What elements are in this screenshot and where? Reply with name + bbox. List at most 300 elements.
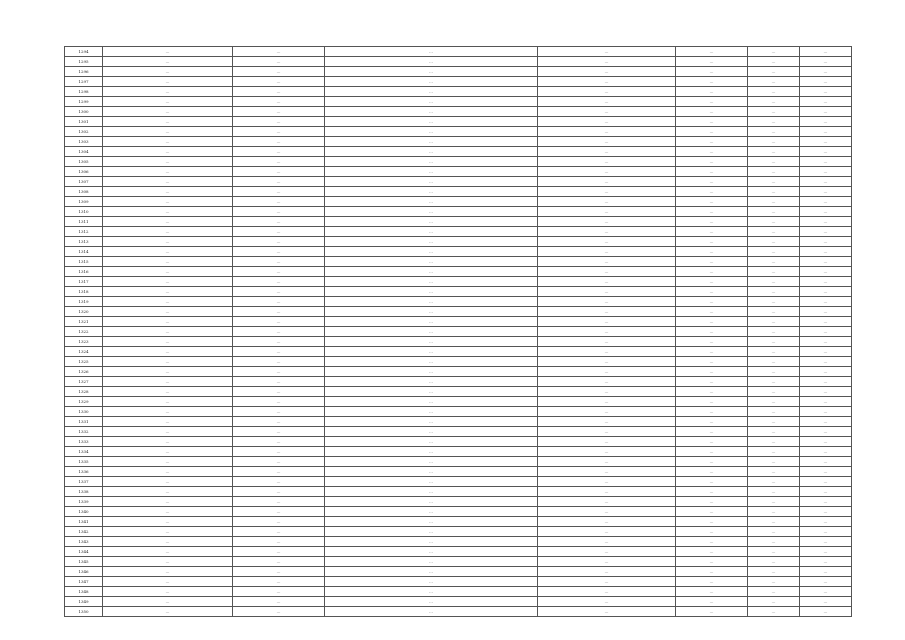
district-cell: …	[103, 177, 233, 187]
month-cell: …	[800, 87, 852, 97]
organization-cell: …	[676, 327, 748, 337]
address-cell: …	[538, 247, 676, 257]
table-row	[65, 257, 852, 267]
district-cell: …	[103, 327, 233, 337]
district-cell: …	[103, 447, 233, 457]
address-cell: …	[538, 267, 676, 277]
month-cell: …	[800, 77, 852, 87]
table-row	[65, 127, 852, 137]
year-cell: …	[748, 267, 800, 277]
district-cell: …	[103, 57, 233, 67]
table-row	[65, 157, 852, 167]
table-row	[65, 567, 852, 577]
organization-cell: …	[676, 87, 748, 97]
work-type-cell: …	[325, 467, 538, 477]
year-cell: …	[748, 297, 800, 307]
district-cell: …	[103, 107, 233, 117]
locality-cell: …	[233, 137, 325, 147]
address-cell: …	[538, 87, 676, 97]
month-cell: …	[800, 417, 852, 427]
district-cell: …	[103, 317, 233, 327]
work-type-cell: …	[325, 177, 538, 187]
organization-cell: …	[676, 297, 748, 307]
month-cell: …	[800, 97, 852, 107]
row-number-cell: 1299	[65, 97, 103, 107]
locality-cell: …	[233, 267, 325, 277]
work-type-cell: …	[325, 237, 538, 247]
month-cell: …	[800, 257, 852, 267]
row-number-cell: 1328	[65, 387, 103, 397]
address-cell: …	[538, 497, 676, 507]
organization-cell: …	[676, 357, 748, 367]
organization-cell: …	[676, 307, 748, 317]
organization-cell: …	[676, 287, 748, 297]
row-number-cell: 1340	[65, 507, 103, 517]
organization-cell: …	[676, 577, 748, 587]
district-cell: …	[103, 187, 233, 197]
month-cell: …	[800, 287, 852, 297]
year-cell: …	[748, 207, 800, 217]
organization-cell: …	[676, 437, 748, 447]
locality-cell: …	[233, 367, 325, 377]
year-cell: …	[748, 357, 800, 367]
table-row	[65, 207, 852, 217]
year-cell: …	[748, 157, 800, 167]
district-cell: …	[103, 417, 233, 427]
row-number-cell: 1335	[65, 457, 103, 467]
table-row	[65, 387, 852, 397]
month-cell: …	[800, 227, 852, 237]
address-cell: …	[538, 157, 676, 167]
row-number-cell: 1327	[65, 377, 103, 387]
work-type-cell: …	[325, 287, 538, 297]
row-number-cell: 1311	[65, 217, 103, 227]
organization-cell: …	[676, 107, 748, 117]
month-cell: …	[800, 47, 852, 57]
row-number-cell: 1296	[65, 67, 103, 77]
year-cell: …	[748, 247, 800, 257]
work-type-cell: …	[325, 587, 538, 597]
address-cell: …	[538, 137, 676, 147]
year-cell: …	[748, 197, 800, 207]
work-type-cell: …	[325, 487, 538, 497]
row-number-cell: 1294	[65, 47, 103, 57]
month-cell: …	[800, 527, 852, 537]
row-number-cell: 1303	[65, 137, 103, 147]
organization-cell: …	[676, 277, 748, 287]
work-type-cell: …	[325, 327, 538, 337]
address-cell: …	[538, 367, 676, 377]
row-number-cell: 1313	[65, 237, 103, 247]
district-cell: …	[103, 87, 233, 97]
work-type-cell: …	[325, 227, 538, 237]
district-cell: …	[103, 287, 233, 297]
address-cell: …	[538, 557, 676, 567]
organization-cell: …	[676, 337, 748, 347]
row-number-cell: 1298	[65, 87, 103, 97]
organization-cell: …	[676, 347, 748, 357]
work-type-cell: …	[325, 477, 538, 487]
district-cell: …	[103, 397, 233, 407]
work-type-cell: …	[325, 297, 538, 307]
work-type-cell: …	[325, 577, 538, 587]
year-cell: …	[748, 307, 800, 317]
month-cell: …	[800, 297, 852, 307]
organization-cell: …	[676, 537, 748, 547]
address-cell: …	[538, 357, 676, 367]
month-cell: …	[800, 557, 852, 567]
work-type-cell: …	[325, 97, 538, 107]
row-number-cell: 1302	[65, 127, 103, 137]
district-cell: …	[103, 407, 233, 417]
year-cell: …	[748, 427, 800, 437]
table-row	[65, 467, 852, 477]
work-type-cell: …	[325, 197, 538, 207]
district-cell: …	[103, 277, 233, 287]
locality-cell: …	[233, 187, 325, 197]
row-number-cell: 1332	[65, 427, 103, 437]
table-row	[65, 227, 852, 237]
year-cell: …	[748, 467, 800, 477]
district-cell: …	[103, 337, 233, 347]
address-cell: …	[538, 57, 676, 67]
work-type-cell: …	[325, 107, 538, 117]
table-row	[65, 557, 852, 567]
work-type-cell: …	[325, 157, 538, 167]
year-cell: …	[748, 387, 800, 397]
work-type-cell: …	[325, 187, 538, 197]
table-row	[65, 167, 852, 177]
year-cell: …	[748, 577, 800, 587]
locality-cell: …	[233, 417, 325, 427]
month-cell: …	[800, 447, 852, 457]
row-number-cell: 1336	[65, 467, 103, 477]
row-number-cell: 1300	[65, 107, 103, 117]
row-number-cell: 1345	[65, 557, 103, 567]
address-cell: …	[538, 147, 676, 157]
table-row	[65, 107, 852, 117]
locality-cell: …	[233, 177, 325, 187]
table-row	[65, 347, 852, 357]
work-type-cell: …	[325, 527, 538, 537]
locality-cell: …	[233, 307, 325, 317]
organization-cell: …	[676, 167, 748, 177]
month-cell: …	[800, 587, 852, 597]
table-row	[65, 337, 852, 347]
work-type-cell: …	[325, 497, 538, 507]
year-cell: …	[748, 557, 800, 567]
table-row	[65, 237, 852, 247]
locality-cell: …	[233, 337, 325, 347]
district-cell: …	[103, 167, 233, 177]
month-cell: …	[800, 267, 852, 277]
month-cell: …	[800, 207, 852, 217]
month-cell: …	[800, 507, 852, 517]
month-cell: …	[800, 377, 852, 387]
table-row	[65, 537, 852, 547]
organization-cell: …	[676, 187, 748, 197]
organization-cell: …	[676, 597, 748, 607]
year-cell: …	[748, 377, 800, 387]
organization-cell: …	[676, 607, 748, 617]
month-cell: …	[800, 277, 852, 287]
row-number-cell: 1314	[65, 247, 103, 257]
locality-cell: …	[233, 517, 325, 527]
month-cell: …	[800, 147, 852, 157]
locality-cell: …	[233, 357, 325, 367]
locality-cell: …	[233, 597, 325, 607]
year-cell: …	[748, 527, 800, 537]
district-cell: …	[103, 217, 233, 227]
locality-cell: …	[233, 257, 325, 267]
row-number-cell: 1317	[65, 277, 103, 287]
address-cell: …	[538, 237, 676, 247]
table-row	[65, 367, 852, 377]
data-table	[64, 46, 852, 617]
year-cell: …	[748, 57, 800, 67]
locality-cell: …	[233, 397, 325, 407]
table-row	[65, 317, 852, 327]
locality-cell: …	[233, 477, 325, 487]
work-type-cell: …	[325, 567, 538, 577]
year-cell: …	[748, 227, 800, 237]
work-type-cell: …	[325, 417, 538, 427]
row-number-cell: 1304	[65, 147, 103, 157]
district-cell: …	[103, 297, 233, 307]
address-cell: …	[538, 447, 676, 457]
row-number-cell: 1312	[65, 227, 103, 237]
row-number-cell: 1344	[65, 547, 103, 557]
locality-cell: …	[233, 227, 325, 237]
table-row	[65, 597, 852, 607]
table-row	[65, 197, 852, 207]
work-type-cell: …	[325, 367, 538, 377]
work-type-cell: …	[325, 517, 538, 527]
row-number-cell: 1334	[65, 447, 103, 457]
district-cell: …	[103, 147, 233, 157]
month-cell: …	[800, 127, 852, 137]
table-row	[65, 457, 852, 467]
work-type-cell: …	[325, 337, 538, 347]
month-cell: …	[800, 237, 852, 247]
address-cell: …	[538, 347, 676, 357]
month-cell: …	[800, 517, 852, 527]
month-cell: …	[800, 597, 852, 607]
year-cell: …	[748, 547, 800, 557]
address-cell: …	[538, 317, 676, 327]
row-number-cell: 1349	[65, 597, 103, 607]
row-number-cell: 1343	[65, 537, 103, 547]
organization-cell: …	[676, 67, 748, 77]
address-cell: …	[538, 67, 676, 77]
organization-cell: …	[676, 517, 748, 527]
month-cell: …	[800, 167, 852, 177]
address-cell: …	[538, 117, 676, 127]
locality-cell: …	[233, 437, 325, 447]
year-cell: …	[748, 487, 800, 497]
year-cell: …	[748, 587, 800, 597]
district-cell: …	[103, 437, 233, 447]
locality-cell: …	[233, 167, 325, 177]
address-cell: …	[538, 587, 676, 597]
address-cell: …	[538, 597, 676, 607]
locality-cell: …	[233, 97, 325, 107]
table-row	[65, 527, 852, 537]
row-number-cell: 1308	[65, 187, 103, 197]
month-cell: …	[800, 347, 852, 357]
address-cell: …	[538, 477, 676, 487]
year-cell: …	[748, 77, 800, 87]
table-row	[65, 47, 852, 57]
work-type-cell: …	[325, 217, 538, 227]
table-row	[65, 307, 852, 317]
row-number-cell: 1321	[65, 317, 103, 327]
row-number-cell: 1341	[65, 517, 103, 527]
table-row	[65, 417, 852, 427]
month-cell: …	[800, 477, 852, 487]
district-cell: …	[103, 497, 233, 507]
organization-cell: …	[676, 467, 748, 477]
table-row	[65, 507, 852, 517]
address-cell: …	[538, 417, 676, 427]
address-cell: …	[538, 457, 676, 467]
year-cell: …	[748, 117, 800, 127]
organization-cell: …	[676, 527, 748, 537]
row-number-cell: 1297	[65, 77, 103, 87]
year-cell: …	[748, 287, 800, 297]
table-row	[65, 377, 852, 387]
row-number-cell: 1318	[65, 287, 103, 297]
row-number-cell: 1305	[65, 157, 103, 167]
work-type-cell: …	[325, 47, 538, 57]
row-number-cell: 1333	[65, 437, 103, 447]
year-cell: …	[748, 417, 800, 427]
locality-cell: …	[233, 127, 325, 137]
address-cell: …	[538, 377, 676, 387]
organization-cell: …	[676, 257, 748, 267]
year-cell: …	[748, 127, 800, 137]
row-number-cell: 1324	[65, 347, 103, 357]
year-cell: …	[748, 397, 800, 407]
work-type-cell: …	[325, 547, 538, 557]
address-cell: …	[538, 227, 676, 237]
locality-cell: …	[233, 247, 325, 257]
locality-cell: …	[233, 447, 325, 457]
month-cell: …	[800, 57, 852, 67]
locality-cell: …	[233, 587, 325, 597]
organization-cell: …	[676, 507, 748, 517]
row-number-cell: 1347	[65, 577, 103, 587]
month-cell: …	[800, 567, 852, 577]
row-number-cell: 1350	[65, 607, 103, 617]
month-cell: …	[800, 437, 852, 447]
month-cell: …	[800, 187, 852, 197]
month-cell: …	[800, 547, 852, 557]
locality-cell: …	[233, 607, 325, 617]
locality-cell: …	[233, 157, 325, 167]
row-number-cell: 1315	[65, 257, 103, 267]
locality-cell: …	[233, 537, 325, 547]
organization-cell: …	[676, 477, 748, 487]
district-cell: …	[103, 307, 233, 317]
row-number-cell: 1295	[65, 57, 103, 67]
year-cell: …	[748, 437, 800, 447]
table-row	[65, 407, 852, 417]
district-cell: …	[103, 597, 233, 607]
table-row	[65, 497, 852, 507]
organization-cell: …	[676, 237, 748, 247]
month-cell: …	[800, 397, 852, 407]
table-body	[65, 47, 852, 617]
locality-cell: …	[233, 217, 325, 227]
table-row	[65, 147, 852, 157]
table-row	[65, 297, 852, 307]
organization-cell: …	[676, 587, 748, 597]
year-cell: …	[748, 447, 800, 457]
work-type-cell: …	[325, 397, 538, 407]
month-cell: …	[800, 307, 852, 317]
work-type-cell: …	[325, 597, 538, 607]
month-cell: …	[800, 217, 852, 227]
month-cell: …	[800, 607, 852, 617]
organization-cell: …	[676, 57, 748, 67]
district-cell: …	[103, 237, 233, 247]
row-number-cell: 1339	[65, 497, 103, 507]
district-cell: …	[103, 377, 233, 387]
district-cell: …	[103, 67, 233, 77]
address-cell: …	[538, 337, 676, 347]
district-cell: …	[103, 97, 233, 107]
month-cell: …	[800, 117, 852, 127]
row-number-cell: 1331	[65, 417, 103, 427]
table-row	[65, 477, 852, 487]
address-cell: …	[538, 177, 676, 187]
district-cell: …	[103, 427, 233, 437]
month-cell: …	[800, 407, 852, 417]
organization-cell: …	[676, 497, 748, 507]
locality-cell: …	[233, 117, 325, 127]
year-cell: …	[748, 217, 800, 227]
work-type-cell: …	[325, 427, 538, 437]
district-cell: …	[103, 557, 233, 567]
locality-cell: …	[233, 567, 325, 577]
work-type-cell: …	[325, 377, 538, 387]
year-cell: …	[748, 517, 800, 527]
address-cell: …	[538, 197, 676, 207]
address-cell: …	[538, 187, 676, 197]
locality-cell: …	[233, 317, 325, 327]
work-type-cell: …	[325, 257, 538, 267]
address-cell: …	[538, 567, 676, 577]
month-cell: …	[800, 247, 852, 257]
month-cell: …	[800, 107, 852, 117]
address-cell: …	[538, 167, 676, 177]
month-cell: …	[800, 317, 852, 327]
row-number-cell: 1330	[65, 407, 103, 417]
work-type-cell: …	[325, 137, 538, 147]
locality-cell: …	[233, 47, 325, 57]
work-type-cell: …	[325, 277, 538, 287]
year-cell: …	[748, 567, 800, 577]
year-cell: …	[748, 597, 800, 607]
district-cell: …	[103, 117, 233, 127]
locality-cell: …	[233, 147, 325, 157]
district-cell: …	[103, 577, 233, 587]
district-cell: …	[103, 467, 233, 477]
row-number-cell: 1337	[65, 477, 103, 487]
table-row	[65, 247, 852, 257]
district-cell: …	[103, 137, 233, 147]
